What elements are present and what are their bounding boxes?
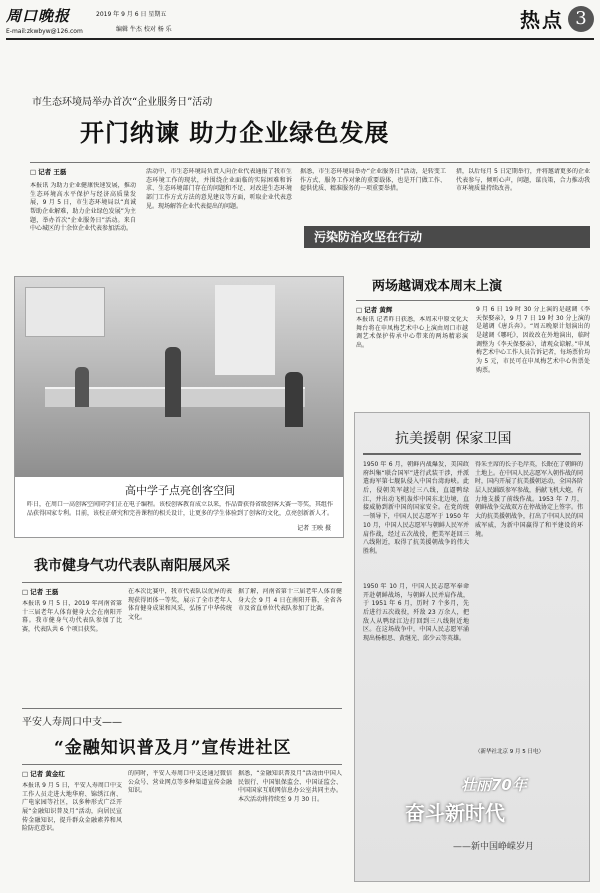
dateline: 2019 年 9 月 6 日 星期五 (96, 11, 167, 18)
korea-note: （新华社北京 9 月 5 日电） (475, 749, 544, 755)
qigong-rule (22, 582, 342, 583)
person-shape (165, 347, 181, 417)
korea-box (354, 412, 590, 882)
finance-col-1: 本报讯 9 月 5 日，平安人寿周口中支工作人员走进大地华府、锦绣江南、广电家园等社区，以多种形式广泛开展“金融知识普及月”活动，向居民宣传金融知识，提升群众金融素养和风险防范意识。 (22, 782, 122, 833)
opera-rule (356, 300, 588, 301)
badge-main: 奋斗新时代 (405, 801, 505, 825)
newspaper-logo: 周口晚报 (6, 7, 71, 25)
qigong-headline: 我市健身气功代表队南阳展风采 (34, 558, 230, 574)
lead-col-4: 措，以后每月 5 日定期举行，并将邀请更多的企业代表参与，倾听心声，问题，谋良策，合力推动我市环境质量持续改善。 (456, 168, 590, 193)
qigong-col-3: 据了解，河南省第十三届老年人体育健身大会 9 月 4 日在南阳开幕，全省各市及省直单位代表队参加了比赛。 (238, 588, 342, 613)
korea-rule (363, 453, 581, 455)
lead-kicker: 市生态环境局举办首次“企业服务日”活动 (32, 97, 213, 108)
lead-col-2: 活动中，市生态环境局负责人向企业代表通报了我市生态环境工作的现状，并围绕企业面临的实际困难和诉求、生态环境部门存在的问题和不足、对改进生态环境部门工作方式方法的意见建议等方面，听取企业代表意见。现场解答企业代表提出的问题。 (146, 168, 292, 210)
korea-col-2: 1950 年 10 月，中国人民志愿军奉命开赴朝鲜战场，与朝鲜人民并肩作战，于 1951 年 6 月，历时 7 个多月，先后进行五次战役，歼敌 23 万余人，把敌人从鸭绿江边打回到三八线附近地区。在这场战争中，中国人民志愿军涌现出杨根思、黄继光、邱少云等英雄。 (363, 583, 469, 643)
photo-box (14, 276, 344, 538)
anniversary-badge (365, 763, 581, 875)
qigong-col-1: 本报讯 9 月 5 日，2019 年河南省第十三届老年人体育健身大会在南阳开幕。我市健身气功代表队参加了比赛，代表队共 6 个项目获奖。 (22, 600, 122, 634)
opera-byline: □ 记者 黄辉 (356, 306, 392, 315)
finance-top-rule (22, 708, 342, 709)
lead-col-3: 据悉，市生态环境局举办“企业服务日”活动，是转变工作方式、服务工作对象的重要载体，也是开门做工作、提供优质、精准服务的一项重要举措。 (300, 168, 446, 193)
email: E-mail:zkwbyw@126.com (6, 28, 83, 35)
badge-sub: ——新中国峥嵘岁月 (453, 842, 535, 852)
person-shape (75, 367, 89, 407)
opera-col-1: 本报讯 记者昨日获悉，本周末中原文化大舞台将在申凤梅艺术中心上演由周口市越调艺术保护传承中心带来的两场精彩演出。 (356, 316, 468, 350)
badge-top: 壮丽70年 (461, 776, 527, 794)
editors: 编辑 牛杰 校对 杨 乐 (116, 26, 172, 33)
window-shape (215, 285, 275, 375)
person-shape (285, 372, 303, 427)
masthead (6, 6, 594, 40)
lead-col-1: 本报讯 为助力企业健康快速发展，推动生态环境高水平保护与经济高质量发展，9 月 5 日，市生态环境局以“真诚帮助企业解难，助力企业绿色发展”为主题，举办首次“企业服务日”活动。来自中心城区的十余位企业代表参加活动。 (30, 182, 136, 233)
finance-col-2: 的同时，平安人寿周口中支还通过微信公众号、营业网点等多种渠道宣传金融知识。 (128, 770, 232, 795)
korea-col-1: 1950 年 6 月，朝鲜内战爆发，美国政府纠集“联合国军”进行武装干涉，并派遣海军第七舰队侵入中国台湾海峡。此后，侵朝美军越过三八线，直逼鸭绿江，并出动飞机轰炸中国东北边境，直接威胁到新中国的国家安全。在党的统一领导下，中国人民志愿军于 1950 年 10 月，中国人民志愿军与朝鲜人民军并肩作战，经过五次战役，把美军赶回三八线附近，取得了抗美援朝战争的伟大胜利。 (363, 461, 469, 555)
lead-headline: 开门纳谏 助力企业绿色发展 (80, 118, 390, 147)
lead-byline: □ 记者 王磊 (30, 168, 66, 177)
page-number-badge: 3 (568, 6, 594, 32)
finance-rule (22, 764, 342, 765)
opera-headline: 两场越调戏本周末上演 (372, 279, 503, 294)
korea-col-3: 得朱主席的长子毛岸英，长眠在了朝鲜的土地上。在中国人民志愿军入朝作战的同时，国内开展了抗美援朝运动，全国各阶层人民踊跃参军参战，捐献飞机大炮，有力地支援了前线作战。1953 年 7 月，朝鲜战争交战双方在停战协定上签字。伟大的抗美援朝战争，打出了中国人民的国威军威，为新中国赢得了和平建设的环境。 (475, 461, 583, 538)
qigong-byline: □ 记者 王磊 (22, 588, 58, 597)
finance-byline: □ 记者 黄金红 (22, 770, 65, 779)
classroom-photo (15, 277, 343, 477)
pollution-banner: 污染防治攻坚在行动 (304, 226, 590, 248)
photo-title: 高中学子点亮创客空间 (125, 484, 235, 497)
photo-credit: 记者 王映 摄 (297, 525, 331, 532)
qigong-col-2: 在本次比赛中，我市代表队以优异的表现获得团体一等奖，展示了全市老年人体育健身成果和风采，弘扬了中华传统文化。 (128, 588, 232, 622)
lead-rule (30, 162, 590, 163)
window-shape (25, 287, 105, 337)
korea-headline: 抗美援朝 保家卫国 (395, 431, 512, 447)
finance-kicker: 平安人寿周口中支—— (22, 717, 122, 728)
section-title: 热点 (520, 8, 564, 32)
opera-col-2: 9 月 6 日 19 时 30 分上演的是越调《李天保娶亲》，9 月 7 日 19 时 30 分上演的是越调《唐兵奔》。“周五晚原计划演出的是越调《哪吒》，因故改在外地演出，临时调整为《李天保娶亲》，请观众谅解。”申凤梅艺术中心工作人员告诉记者，每场票价均为 5 元，市民可在申凤梅艺术中心售票处购票。 (476, 306, 590, 374)
finance-headline: “金融知识普及月”宣传进社区 (54, 738, 292, 758)
photo-caption: 昨日，在周口一高创客空间同学们正在电子编程。该校创客教育成立以来，作品曾获得省级创客大赛一等奖，其组作品获得国家专利。目前，该校正研究和完善课程的相关设计，让更多的学生体验到了创客的文化，点亮创新新人才。 (27, 501, 333, 517)
finance-col-3: 据悉，“金融知识普及月”活动由中国人民银行、中国银保监会、中国证监会、中国国家互联网信息办公室共同主办。本次活动将持续至 9 月 30 日。 (238, 770, 342, 804)
